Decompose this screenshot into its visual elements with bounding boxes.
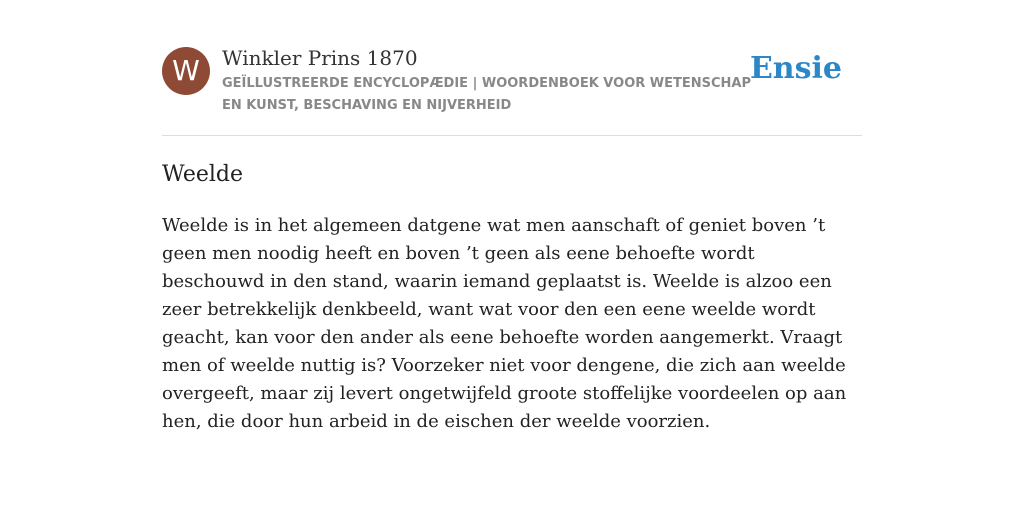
source-header xyxy=(162,45,862,136)
source-avatar[interactable]: W xyxy=(162,47,210,95)
ensie-logo[interactable]: Ensie xyxy=(749,51,842,86)
source-title[interactable]: Winkler Prins 1870 xyxy=(222,46,418,70)
page-container xyxy=(162,45,862,436)
entry-body: Weelde is in het algemeen datgene wat men aanschaft of geniet boven ’t geen men noodig heeft en boven ’t geen als eene behoefte wordt beschouwd in den stand, waarin iemand geplaatst is. Weelde is alzoo een zeer betrekkelijk denkbeeld, want wat voor den een eene weelde wordt geacht, kan voor den ander als eene behoefte worden aangemerkt. Vraagt men of weelde nuttig is? Voorzeker niet voor dengene, die zich aan weelde overgeeft, maar zij levert ongetwijfeld groote stoffelijke voordeelen op aan hen, die door hun arbeid in de eischen der weelde voorzien. xyxy=(162,215,847,432)
source-subtitle: GEÏLLUSTREERDE ENCYCLOPÆDIE | WOORDENBOEK VOOR WETENSCHAP EN KUNST, BESCHAVING EN NIJVERHEID xyxy=(222,76,751,113)
entry-title: Weelde xyxy=(162,162,243,187)
